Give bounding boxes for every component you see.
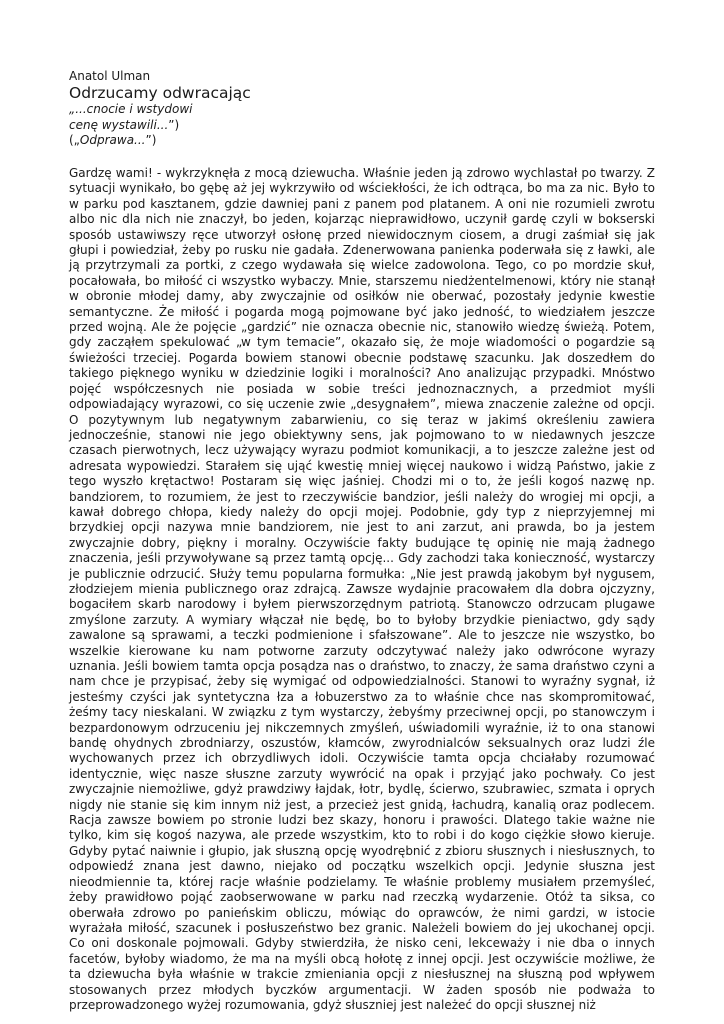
epigraph-source — [69, 133, 669, 149]
author-name: Anatol Ulman — [69, 69, 151, 83]
document-header — [69, 69, 669, 149]
epigraph-line-1 — [69, 102, 669, 118]
epigraph-close-2: ”) — [168, 117, 180, 132]
epigraph-quote-2: cenę wystawili... — [69, 117, 169, 132]
article-title: Odrzucamy odwracając — [69, 84, 251, 102]
epigraph-source-open: („ — [69, 133, 80, 147]
epigraph-source-title: Odprawa... — [79, 133, 146, 147]
epigraph-source-close: ”) — [145, 133, 157, 147]
epigraph-quote-1: „...cnocie i wstydowi — [69, 102, 193, 116]
body-paragraph: Gardzę wami! - wykrzyknęła z mocą dziewucha. Właśnie jeden ją zdrowo wychlastał po twarzy. Z sytuacji wynikało, bo gębę aż jej wykrzywiło od wściekłości, że ich odtrąca, bo ma za nic. Było to w parku pod kasztanem, gdzie dawniej pani z panem pod platanem. A oni nie rozumieli zwrotu albo nic dla nich nie znaczył, bo jeden, kojarząc nieprawidłowo, uczynił gardę czyli w bokserski sposób ustawiwszy ręce utworzył osłonę przed niewidocznym ciosem, a drugi zaśmiał się jak głupi i powiedział, żeby po rusku nie gadała. Zdenerwowana panienka poderwała się z ławki, ale ją przytrzymali za portki, z czego wydawała się wielce zadowolona. Tego, co po mordzie skuł, pocałowała, bo miłość ci wszystko wybaczy. Mnie, starszemu niedżentelmenowi, który nie stanął w obronie młodej damy, aby zwyczajnie od osiłków nie oberwać, pozostały jedynie kwestie semantyczne. Że miłość i pogarda mogą pojmowane być jako jedność, to wiedziałem jeszcze przed wojną. Ale że pojęcie „gardzić” nie oznacza obecnie nic, stanowiło wiedzę świeżą. Potem, gdy zacząłem spekulować „w tym temacie”, okazało się, że moje wiadomości o pogardzie są świeżości trzeciej. Pogarda bowiem stanowi obecnie podstawę szacunku. Jak doszedłem do takiego pięknego wyniku w dziedzinie logiki i moralności? Ano analizując przypadki. Mnóstwo pojęć współczesnych nie posiada w sobie treści jednoznacznych, a przedmiot myśli odpowiadający wyrazowi, co się uczenie zwie „desygnałem”, miewa znaczenie zależne od opcji. O pozytywnym lub negatywnym zabarwieniu, co się teraz w jakimś określeniu zawiera jednocześnie, stanowi nie jego obiektywny sens, jak pojmowano to w niedawnych jeszcze czasach pierwotnych, lecz używający wyrazu podmiot komunikacji, a to jeszcze zależne jest od adresata wypowiedzi. Starałem się ująć kwestię mniej więcej naukowo i widzą Państwo, jakie z tego wyszło krętactwo! Postaram się więc jaśniej. Chodzi mi o to, że jeśli kogoś nazwę np. bandziorem, to rozumiem, że jest to rzeczywiście bandzior, jeśli należy do wrogiej mi opcji, a kawał dobrego chłopa, kiedy należy do opcji mojej. Podobnie, gdy typ z nieprzyjemnej mi brzydkiej opcji nazywa mnie bandziorem, nie jest to ani zarzut, ani prawda, bo ja jestem zwyczajnie dobry, piękny i moralny. Oczywiście fakty budujące tę opinię nie mają żadnego znaczenia, jeśli przywoływane są przez tamtą opcję... Gdy zachodzi taka konieczność, wystarczy je publicznie odrzucić. Służy temu popularna formułka: „Nie jest prawdą jakobym był nygusem, złodziejem mienia publicznego oraz zdrajcą. Zawsze wydajnie pracowałem dla dobra ojczyzny, bogaciłem skarb narodowy i byłem pierwszorzędnym patriotą. Stanowczo odrzucam plugawe zmyślone zarzuty. A wymiary włączał nie będę, bo to byłoby brzydkie pieniactwo, gdy sądy zawalone są sprawami, a teczki podmienione i sfałszowane”. Ale to jeszcze nie wszystko, bo wszelkie kierowane ku nam potworne zarzuty odczytywać należy jako odwrócone wyrazy uznania. Jeśli bowiem tamta opcja posądza nas o draństwo, to znaczy, że sama draństwo czyni a nam chce je przypisać, żeby się wymigać od odpowiedzialności. Stanowi to wyraźny sygnał, iż jesteśmy czyści jak syntetyczna łza a łobuzerstwo za to właśnie chce nas skompromitować, żeśmy tacy nieskalani. W związku z tym wystarczy, żebyśmy przeciwnej opcji, po stanowczym i bezpardonowym odrzuceniu jej nikczemnych zmyśleń, uświadomili wyraźnie, iż to ona stanowi bandę ohydnych zbrodniarzy, oszustów, kłamców, zwyrodnialców seksualnych oraz ludzi źle wychowanych przez ich obrzydliwych idoli. Oczywiście tamta opcja chciałaby rozumować identycznie, więc nasze słuszne zarzuty wywrócić na opak i przyjąć jako pochwały. Co jest zwyczajnie niemożliwe, gdyż prawdziwy łajdak, łotr, bydlę, ścierwo, szubrawiec, szmata i oprych nigdy nie stanie się kim innym niż jest, a przecież jest gnidą, łachudrą, kanalią oraz podlecem. Racja zawsze bowiem po stronie ludzi bez skazy, honoru i prawości. Dlatego takie ważne nie tylko, kim się kogoś nazywa, ale przede wszystkim, kto to robi i do kogo ciężkie słowo kieruje. Gdyby pytać naiwnie i głupio, jak słuszną opcję wyodrębnić z zbioru słusznych i niesłusznych, to odpowiedź znana jest dawno, niejako od początku wszelkich opcji. Jedynie słuszna jest nieodmiennie ta, której racje właśnie podzielamy. Te właśnie problemy musiałem przemyśleć, żeby prawidłowo pojąć zaobserwowane w parku nad rzeczką wydarzenie. Otóż ta siksa, co oberwała zdrowo po panieńskim obliczu, mówiąc do oprawców, że nimi gardzi, w istocie wyrażała miłość, szacunek i posłuszeństwo bez granic. Należeli bowiem do jej ukochanej opcji. Co oni doskonale pojmowali. Gdyby stwierdziła, że nisko ceni, lekceważy i nie dba o innych facetów, byłoby wiadomo, że ma na myśli obcą hołotę z innej opcji. Jest oczywiście możliwe, że ta dziewucha była właśnie w trakcie zmieniania opcji z niesłusznej na słuszną pod wpływem stosowanych przez młodych byczków argumentacji. W żaden sposób nie podważa to przeprowadzonego wyżej rozumowania, gdyż słuszniej jest należeć do opcji słusznej niż — [69, 166, 655, 1012]
article-body — [69, 166, 655, 1013]
epigraph-line-2 — [69, 118, 669, 134]
